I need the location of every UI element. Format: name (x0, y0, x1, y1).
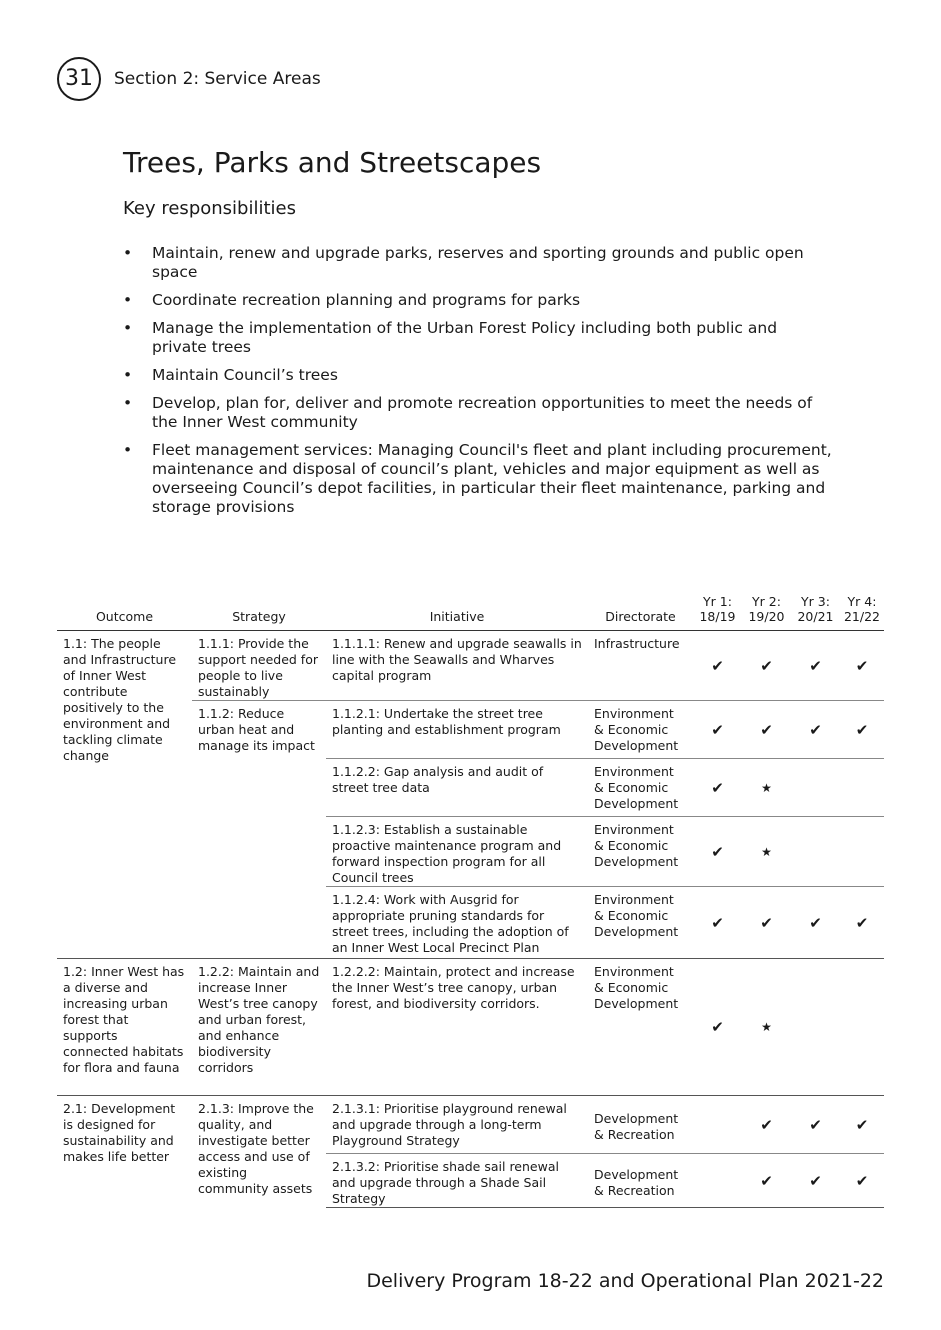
list-item-text: Manage the implementation of the Urban Forest Policy including both public and private trees (152, 319, 778, 356)
table-header-row (57, 594, 884, 631)
table-row (57, 1096, 884, 1154)
check-icon: ✔ (742, 887, 791, 959)
header-yr3: Yr 3: 20/21 (791, 594, 840, 631)
header-yr1: Yr 1: 18/19 (693, 594, 742, 631)
list-item (123, 291, 833, 310)
initiative-cell: 1.1.1.1: Renew and upgrade seawalls in line with the Seawalls and Wharves capital program (332, 636, 582, 683)
initiative-cell: 1.1.2.2: Gap analysis and audit of street tree data (326, 759, 588, 817)
check-icon: ✔ (840, 1154, 884, 1208)
list-item (123, 319, 833, 357)
check-icon: ✔ (711, 656, 724, 675)
list-item-text: Maintain Council’s trees (152, 366, 338, 384)
directorate-cell: Environment & Economic Development (588, 959, 693, 1096)
outcome-cell: 1.2: Inner West has a diverse and increasing urban forest that supports connected habitats for flora and fauna (57, 959, 192, 1096)
empty-mark (791, 759, 840, 817)
header-outcome: Outcome (57, 594, 192, 631)
page-number-badge: 31 (57, 57, 101, 101)
empty-mark (840, 759, 884, 817)
empty-mark (693, 1096, 742, 1154)
check-icon: ✔ (791, 887, 840, 959)
strategy-cell: 1.2.2: Maintain and increase Inner West’s tree canopy and urban forest, and enhance biodiversity corridors (192, 959, 326, 1096)
initiative-cell: 2.1.3.2: Prioritise shade sail renewal and upgrade through a Shade Sail Strategy (326, 1154, 588, 1208)
empty-mark (693, 1154, 742, 1208)
check-icon: ✔ (742, 701, 791, 759)
check-icon: ✔ (693, 817, 742, 887)
check-icon: ✔ (809, 656, 822, 675)
check-icon: ✔ (693, 887, 742, 959)
initiative-cell: 1.1.2.3: Establish a sustainable proactive maintenance program and forward inspection program for all Council trees (326, 817, 588, 887)
page-title: Trees, Parks and Streetscapes (123, 146, 542, 179)
star-icon: ★ (742, 817, 791, 887)
directorate-cell: Development & Recreation (588, 1096, 693, 1154)
directorate-cell: Environment & Economic Development (588, 759, 693, 817)
check-icon: ✔ (791, 701, 840, 759)
list-item-text: Maintain, renew and upgrade parks, reserves and sporting grounds and public open space (152, 244, 804, 281)
check-icon: ✔ (840, 701, 884, 759)
check-icon: ✔ (742, 1154, 791, 1208)
directorate-cell: Environment & Economic Development (588, 887, 693, 959)
list-item (123, 394, 833, 432)
empty-mark (791, 959, 840, 1096)
list-item (123, 441, 833, 517)
list-item-text: Fleet management services: Managing Council's fleet and plant including procurement, maintenance and disposal of council’s plant, vehicles and major equipment as well as overseeing Council’s depot facilities, in particular their fleet maintenance, parking and storage provisions (152, 441, 832, 516)
check-icon: ✔ (693, 701, 742, 759)
initiative-cell: 2.1.3.1: Prioritise playground renewal and upgrade through a long-term Playground Strategy (326, 1096, 588, 1154)
section-label: Section 2: Service Areas (114, 69, 321, 89)
list-item-text: Coordinate recreation planning and programs for parks (152, 291, 581, 309)
table-row (57, 959, 884, 1096)
empty-mark (840, 817, 884, 887)
check-icon: ✔ (840, 887, 884, 959)
check-icon: ✔ (855, 656, 869, 675)
check-icon: ✔ (791, 1096, 840, 1154)
empty-mark (840, 959, 884, 1096)
outcome-cell: 2.1: Development is designed for sustainability and makes life better (57, 1096, 192, 1208)
strategy-cell: 1.1.1: Provide the support needed for people to live sustainably (198, 636, 318, 699)
header-yr2: Yr 2: 19/20 (742, 594, 791, 631)
initiative-cell: 1.1.2.1: Undertake the street tree planting and establishment program (326, 701, 588, 759)
check-icon: ✔ (693, 759, 742, 817)
bullet-icon: • (123, 291, 133, 309)
service-plan-table (57, 594, 884, 1208)
bullet-icon: • (123, 244, 133, 262)
check-icon: ✔ (840, 1096, 884, 1154)
table-row (57, 631, 884, 701)
header-initiative: Initiative (326, 594, 588, 631)
directorate-cell: Infrastructure (594, 636, 680, 651)
directorate-cell: Environment & Economic Development (588, 817, 693, 887)
bullet-icon: • (123, 441, 133, 459)
list-item-text: Develop, plan for, deliver and promote recreation opportunities to meet the needs of the Inner West community (152, 394, 813, 431)
check-icon: ✔ (791, 1154, 840, 1208)
outcome-cell: 1.1: The people and Infrastructure of Inner West contribute positively to the environment and tackling climate change (63, 636, 177, 763)
check-icon: ✔ (742, 1096, 791, 1154)
star-icon: ★ (742, 959, 791, 1096)
check-icon: ✔ (693, 959, 742, 1096)
strategy-cell: 2.1.3: Improve the quality, and investigate better access and use of existing community assets (192, 1096, 326, 1208)
bullet-icon: • (123, 394, 133, 412)
responsibilities-list (123, 244, 833, 526)
empty-mark (791, 817, 840, 887)
header-yr4: Yr 4: 21/22 (840, 594, 884, 631)
header-strategy: Strategy (192, 594, 326, 631)
directorate-cell: Development & Recreation (588, 1154, 693, 1208)
star-icon: ★ (742, 759, 791, 817)
list-item (123, 366, 833, 385)
initiative-cell: 1.2.2.2: Maintain, protect and increase the Inner West’s tree canopy, urban forest, and biodiversity corridors. (326, 959, 588, 1096)
check-icon: ✔ (760, 656, 773, 675)
bullet-icon: • (123, 366, 133, 384)
directorate-cell: Environment & Economic Development (588, 701, 693, 759)
footer-document-title: Delivery Program 18-22 and Operational Plan 2021-22 (366, 1270, 884, 1292)
strategy-cell: 1.1.2: Reduce urban heat and manage its impact (192, 701, 326, 959)
bullet-icon: • (123, 319, 133, 337)
list-item (123, 244, 833, 282)
header-directorate: Directorate (588, 594, 693, 631)
initiative-cell: 1.1.2.4: Work with Ausgrid for appropriate pruning standards for street trees, including the adoption of an Inner West Local Precinct Plan (326, 887, 588, 959)
subtitle: Key responsibilities (123, 198, 296, 219)
